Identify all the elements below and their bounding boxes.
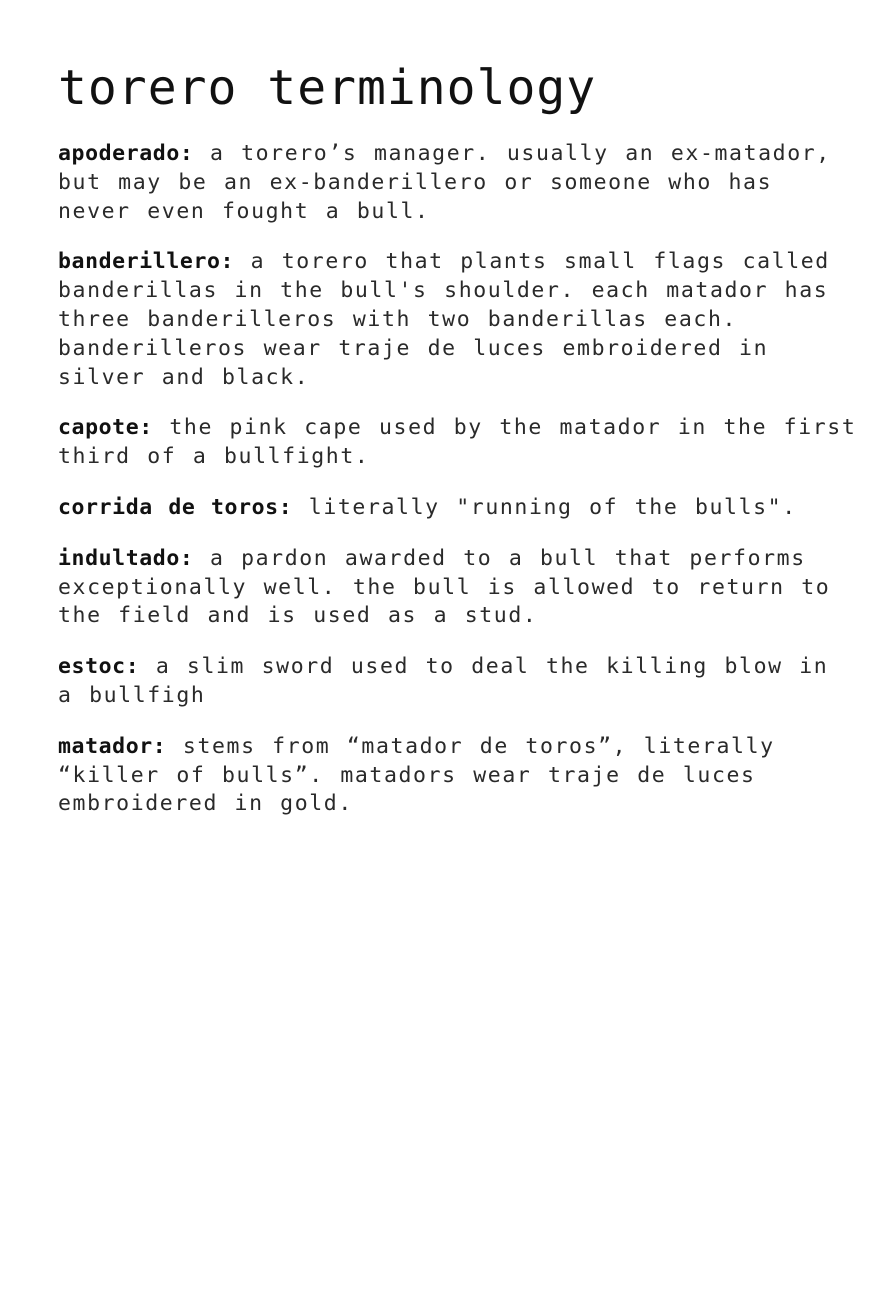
glossary-term: banderillero: — [58, 249, 235, 275]
glossary-definition: a pardon awarded to a bull that performs exceptionally well. the bull is allowed to return to the field and is used as a stud. — [58, 545, 831, 629]
glossary-definition: a torero’s manager. usually an ex-matador, but may be an ex-banderillero or someone who has never even fought a bull. — [58, 141, 831, 224]
glossary-entry-banderillero — [58, 248, 858, 392]
glossary-term: capote: — [58, 415, 153, 441]
glossary-entry-indultado — [58, 545, 858, 631]
glossary-entry-estoc — [58, 653, 858, 711]
glossary-term: matador: — [58, 733, 167, 759]
glossary-term: corrida de toros: — [58, 494, 293, 520]
glossary-definition: the pink cape used by the matador in the first third of a bullfight. — [58, 415, 857, 470]
glossary-term: estoc: — [58, 654, 140, 680]
glossary-list — [58, 140, 858, 819]
glossary-entry-matador — [58, 733, 858, 819]
glossary-definition: stems from “matador de toros”, literally “killer of bulls”. matadors wear traje de luces embroidered in gold. — [58, 733, 775, 817]
glossary-definition: a slim sword used to deal the killing blow in a bullfigh — [58, 654, 829, 708]
glossary-entry-capote — [58, 414, 858, 472]
glossary-term: indultado: — [58, 545, 194, 571]
page-title: torero terminology — [58, 60, 597, 116]
glossary-definition: a torero that plants small flags called banderillas in the bull's shoulder. each matador has three banderilleros with two banderillas each. banderilleros wear traje de luces embroidered in silver and black. — [58, 249, 830, 390]
document-page — [58, 58, 858, 841]
glossary-entry-corrida-de-toros — [58, 494, 858, 523]
glossary-entry-apoderado — [58, 140, 858, 226]
glossary-definition: literally "running of the bulls". — [308, 494, 797, 520]
glossary-term: apoderado: — [58, 141, 194, 166]
